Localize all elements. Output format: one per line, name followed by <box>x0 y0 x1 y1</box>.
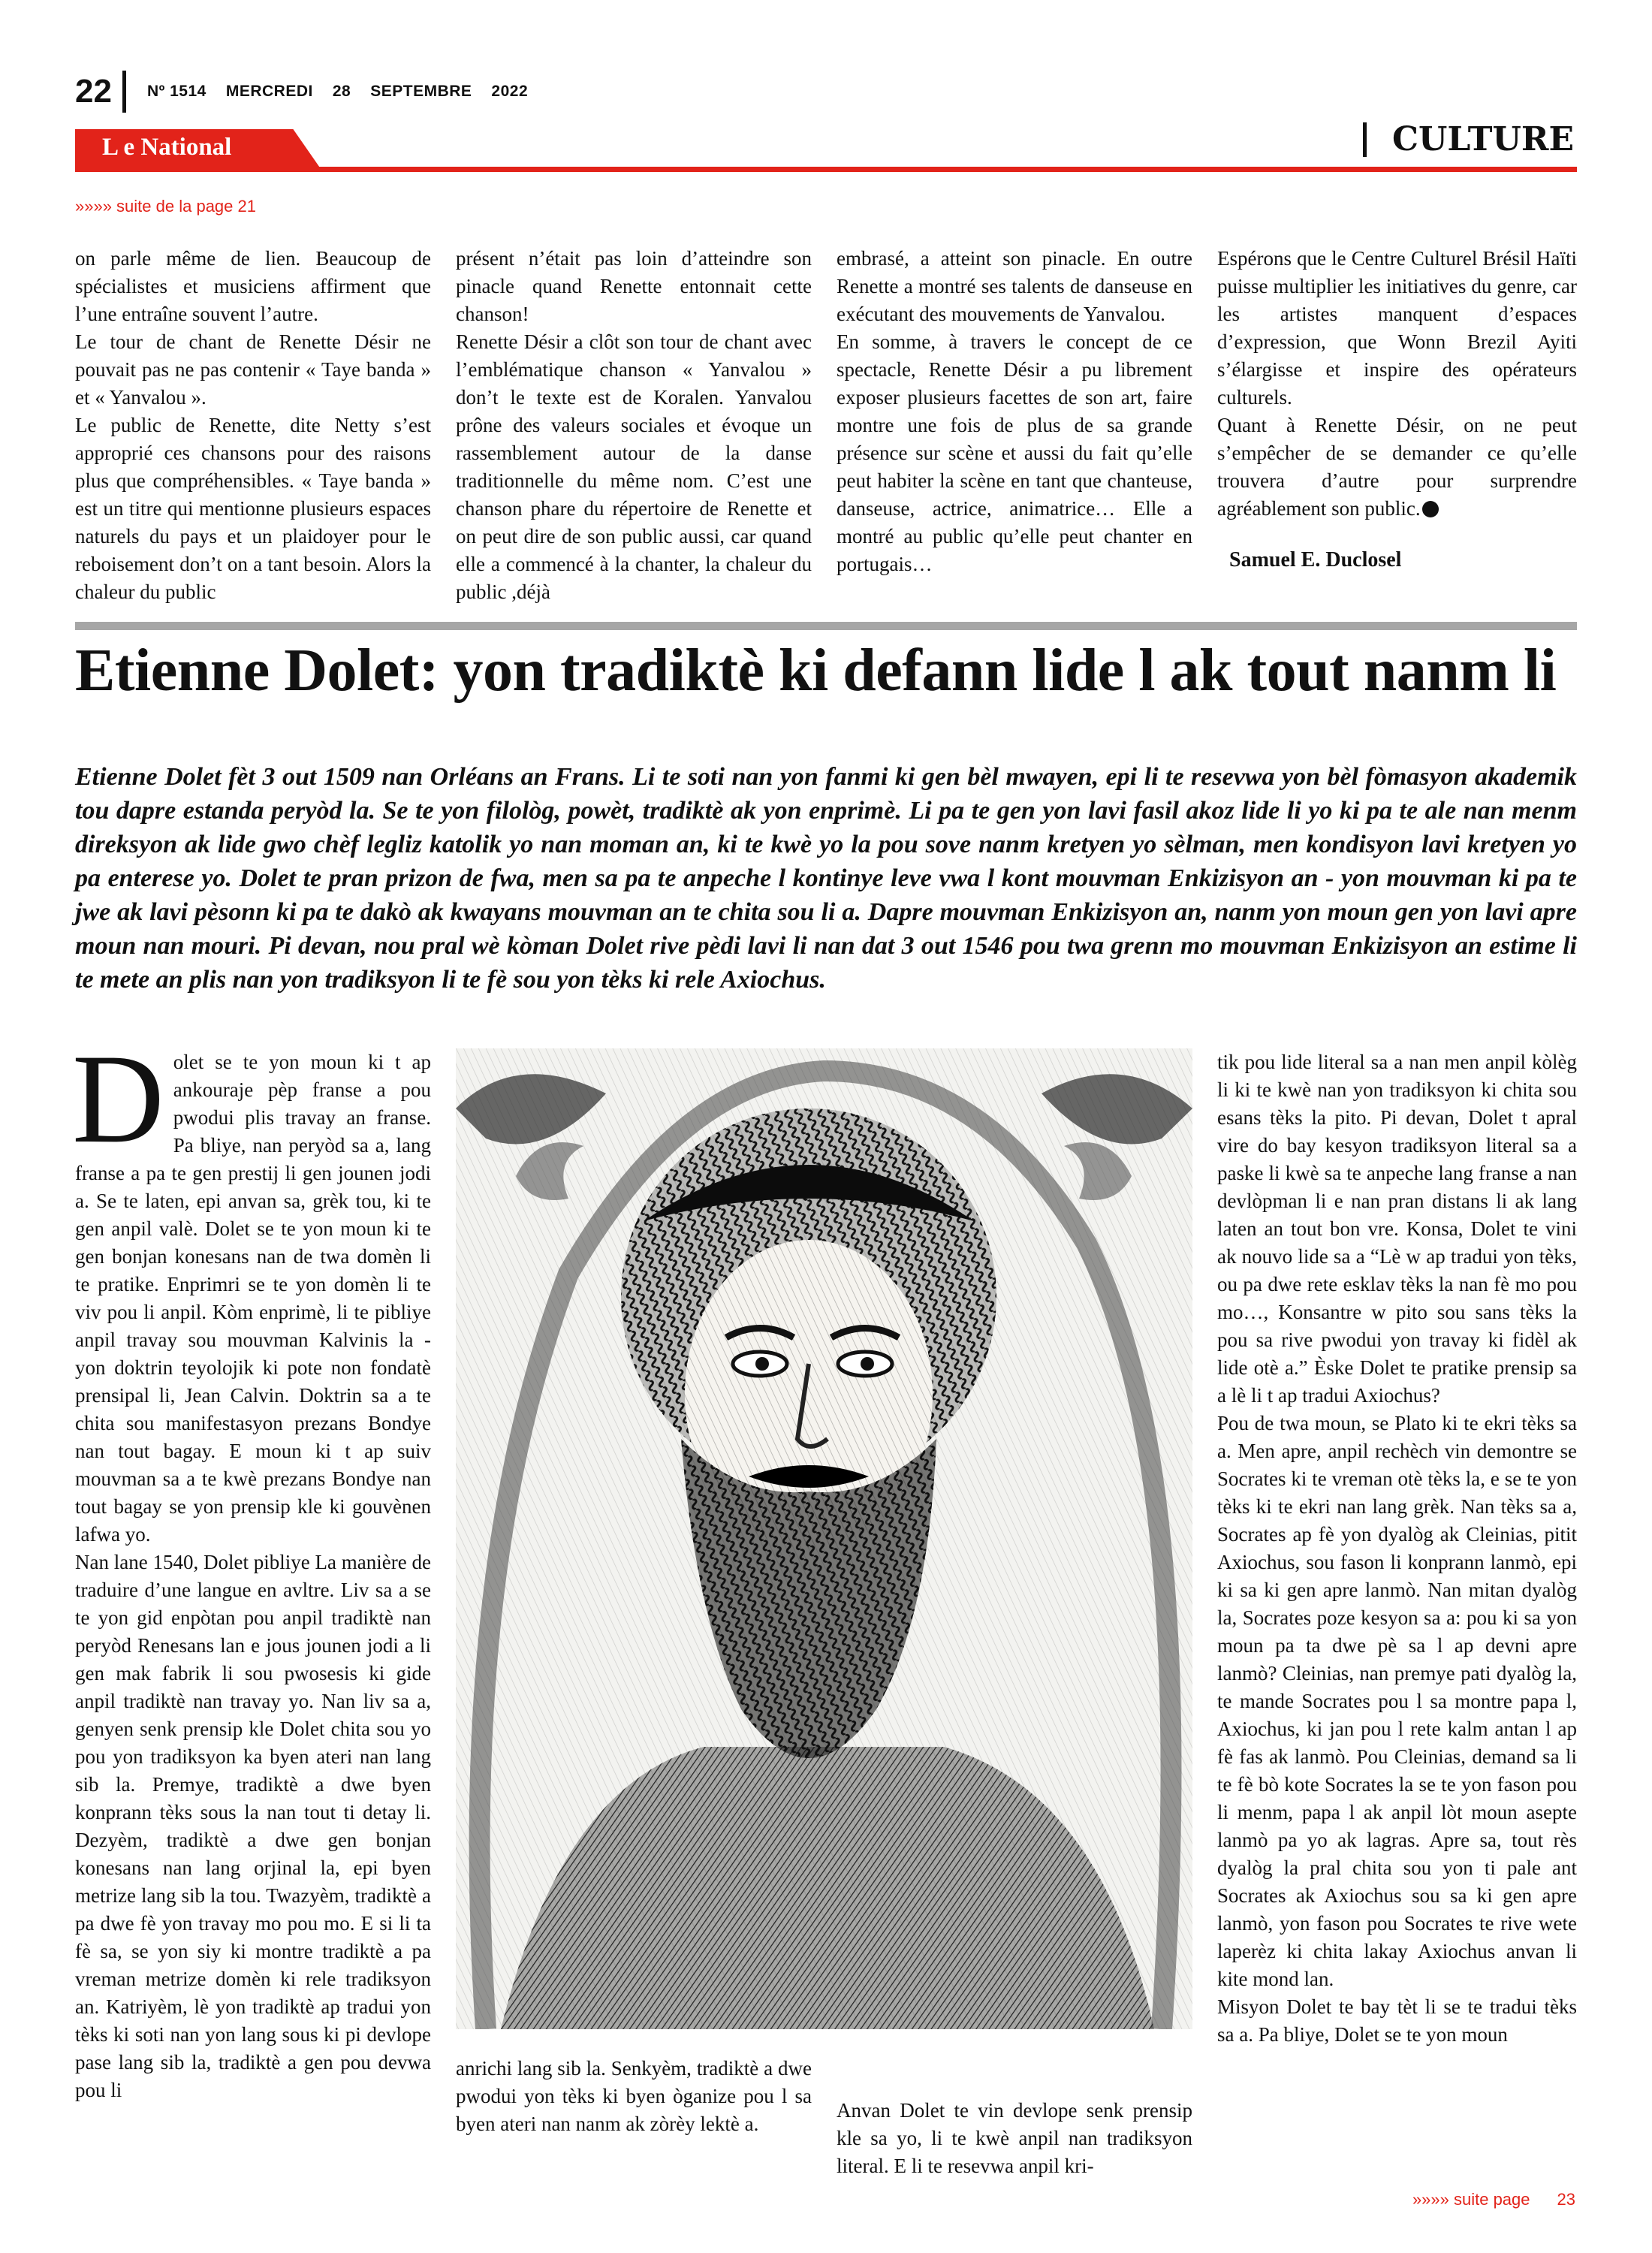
drop-cap: D <box>72 1028 164 1169</box>
section-label <box>1363 120 1574 158</box>
section-title: CULTURE <box>1392 120 1574 158</box>
paragraph: En somme, à travers le concept de ce spectacle, Renette Désir a pu librement exposer plusieurs facettes de son art, faire montre une fois de plus de sa grande présence sur scène et aussi du fait qu’elle peut habiter la scène en tant que chanteuse, danseuse, actrice, animatrice… Elle a montré au public qu’elle peut chanter en portugais… <box>837 330 1192 575</box>
paragraph <box>1217 412 1577 523</box>
portrait-engraving <box>456 1048 1192 2029</box>
paragraph: Le public de Renette, dite Netty s’est approprié ces chansons pour des raisons plus que compréhensibles. « Taye banda » est un titre qui mentionne plusieurs espaces naturels du pays et un plaidoyer pour le reboisement don’t on a tant besoin. Alors la chaleur du public <box>75 414 431 603</box>
continued-page-number: 23 <box>1557 2190 1575 2209</box>
portrait-illustration <box>456 1048 1192 2029</box>
paragraph: présent n’était pas loin d’atteindre son pinacle quand Renette entonnait cette chanson! <box>456 247 812 325</box>
paragraph: embrasé, a atteint son pinacle. En outre Renette a montré ses talents de danseuse en exécutant des mouvements de Yanvalou. <box>837 247 1192 325</box>
paragraph: Espérons que le Centre Culturel Brésil Haïti puisse multiplier les initiatives du genre, car les artistes manquent d’espaces d’expression, que Wonn Brezil Ayiti s’élargisse et inspire des opérateurs culturels. <box>1217 247 1577 409</box>
paragraph: tik pou lide literal sa a nan men anpil kòlèg li ki te kwè nan yon tradiksyon ki chita sou esans tèks la pito. Pi devan, Dolet t apral vire do bay kesyon tradiksyon literal sa a paske li kwè sa te anpeche lang franse a nan devlòpman li e nan pran distans li ak lang laten an tout bon vre. Konsa, Dolet te vini ak nouvo lide sa a “Lè w ap tradui yon tèks, ou pa dwe rete esklav tèks la nan fè mo pou mo…, Konsantre w pito sou sans tèks la pou sa rive pwodui yon travay ki fidèl ak lide otè a.” Èske Dolet te pratike prensip sa a lè li t ap tradui Axiochus? <box>1217 1051 1577 1407</box>
page-number: 22 <box>75 73 112 110</box>
brand-name: L e National <box>102 134 232 161</box>
header-divider <box>122 71 126 113</box>
paragraph: anrichi lang sib la. Senkyèm, tradiktè a dwe pwodui yon tèks ki byen òganize pou l sa byen ateri nan nanm ak zòrèy lektè a. <box>456 2057 812 2135</box>
paragraph: Renette Désir a clôt son tour de chant avec l’emblématique chanson « Yanvalou » don’t le texte est de Koralen. Yanvalou prône des valeurs sociales et évoque un rassemblement autour de la danse traditionnelle du même nom. C’est une chanson phare du répertoire de Renette et on peut dire de son public aussi, car quand elle a commencé à la chanter, la chaleur du public ,déjà <box>456 330 812 603</box>
prev-article-column-2 <box>456 245 812 606</box>
article-separator <box>75 622 1577 630</box>
issue-year: 2022 <box>491 83 529 100</box>
paragraph: Le tour de chant de Renette Désir ne pouvait pas ne pas contenir « Taye banda » et « Yanvalou ». <box>75 330 431 409</box>
article-column-3 <box>837 2097 1192 2180</box>
end-of-article-icon <box>1422 501 1439 517</box>
section-divider <box>1363 122 1367 157</box>
prev-article-column-3 <box>837 245 1192 578</box>
issue-number: Nº 1514 <box>146 83 206 100</box>
article-column-2 <box>456 2055 812 2138</box>
paragraph: Pou de twa moun, se Plato ki te ekri tèks sa a. Men apre, anpil rechèch vin demontre se Socrates ki te vreman otè tèks la, e se te yon tèks ki te ekri nan lang grèk. Nan tèks sa a, Socrates ap fè yon dyalòg ak Cleinias, pitit Axiochus, sou fason li konprann lanmò, epi ki sa ki gen apre lanmò. Nan mitan dyalòg la, Socrates poze kesyon sa a: pou ki sa yon moun pa ta dwe pè sa l ap devni apre lanmò? Cleinias, nan premye pati dyalòg la, te mande Socrates pou l sa montre papa l, Axiochus, ki jan pou l rete kalm antan l ap fè fas ak lanmò. Pou Cleinias, demand sa li te fè bò kote Socrates la se te yon fason pou li menm, papa l ak anpil lòt moun asepte lanmò pa yo ak lagras. Apre sa, tout rès dyalòg la pral chita sou yon ti pale ant Socrates ak Axiochus sou sa ki gen apre lanmò, yon fason pou Socrates te rive wete laperèz ki chita lakay Axiochus anvan li kite mond lan. <box>1217 1412 1577 1990</box>
issue-month: SEPTEMBRE <box>370 83 472 100</box>
page-header <box>75 69 528 114</box>
paragraph-text: olet se te yon moun ki t ap ankouraje pèp franse a pou pwodui plis travay an franse. Pa bliye, nan peryòd sa a, lang franse a pa te gen prestij li gen jounen jodi a. Se te laten, epi anvan sa, grèk tou, ki te gen anpil valè. Dolet se te yon moun ki te gen bonjan konesans nan de twa domèn li te pratike. Enprimri se te yon domèn li te viv pou li anpil. Kòm enprimè, li te pibliye anpil travay sou mouvman Kalvinis la - yon doktrin teyolojik ki pote non fondatè prensipal li, Jean Calvin. Doktrin sa a te chita sou manifestasyon prezans Bondye nan tout bagay. E moun ki t ap suiv mouvman sa a te kwè prezans Bondye nan tout bagay se yon prensip kle ki gouvènen lafwa yo. <box>75 1051 431 1546</box>
paragraph: Anvan Dolet te vin devlope senk prensip kle sa yo, li te kwè anpil nan tradiksyon literal. E li te resevwa anpil kri- <box>837 2099 1192 2177</box>
paragraph: on parle même de lien. Beaucoup de spécialistes et musiciens affirment que l’une entraîne souvent l’autre. <box>75 247 431 325</box>
issue-info <box>147 83 528 101</box>
issue-date: 28 <box>332 83 351 100</box>
article-column-4 <box>1217 1048 1577 2049</box>
continued-from-link[interactable]: »»»» suite de la page 21 <box>75 197 256 216</box>
continued-label: »»»» suite page <box>1412 2190 1530 2209</box>
paragraph: Nan lane 1540, Dolet pibliye La manière de traduire d’une langue en avltre. Liv sa a se te yon gid enpòtan pou anpil tradiktè nan peryòd Renesans lan e jous jounen jodi a li gen mak fabrik li sou pwosesis ki gide anpil tradiktè nan travay yo. Nan liv sa a, genyen senk prensip kle Dolet chita sou yo pou yon tradiksyon ka byen ateri nan lang sib la. Premye, tradiktè a dwe byen konprann tèks sous la nan tout ti detay li. Dezyèm, tradiktè a dwe gen bonjan konesans nan lang orjinal la, epi byen metrize lang sib la tou. Twazyèm, tradiktè a pa dwe fè yon travay mo pou mo. E si li ta fè sa, se yon siy ki montre tradiktè a pa vreman metrize domèn ki rele tradiksyon an. Katriyèm, lè yon tradiktè ap tradui yon tèks ki soti nan yon lang sous ki pi devlope pase lang sib la, tradiktè a gen pou devwa pou li <box>75 1551 431 2101</box>
continued-on-link[interactable] <box>1412 2190 1575 2209</box>
prev-article-column-1 <box>75 245 431 606</box>
article-lede: Etienne Dolet fèt 3 out 1509 nan Orléans an Frans. Li te soti nan yon fanmi ki gen bèl mwayen, epi li te resevwa yon bèl fòmasyon akademik tou dapre estanda peryòd la. Se te yon filològ, powèt, tradiktè ak yon enprimè. Li pa te gen yon lavi fasil akoz lide li yo ki pa te ale nan menm direksyon ak lide gwo chèf legliz katolik yo nan moman an, ki te kwè yo la pou sove nanm kretyen yo sèlman, men kondisyon lavi kretyen yo pa enterese yo. Dolet te pran prizon de fwa, men sa pa te anpeche l kontinye leve vwa l kont mouvman Enkizisyon an - yon mouvman ki pa te jwe ak lavi pèsonn ki pa te dakò ak kwayans mouvman an te chita sou li a. Dapre mouvman Enkizisyon an, nanm yon moun gen yon lavi apre moun nan mouri. Pi devan, nou pral wè kòman Dolet rive pèdi lavi li nan dat 3 out 1546 pou twa grenn mo mouvman Enkizisyon an estime li te mete an plis nan yon tradiksyon li te fè sou yon tèks ki rele Axiochus. <box>75 763 1577 994</box>
issue-day: MERCREDI <box>225 83 313 100</box>
prev-article-column-4 <box>1217 245 1577 523</box>
article-headline: Etienne Dolet: yon tradiktè ki defann lide l ak tout nanm li <box>75 638 1557 704</box>
paragraph <box>72 1028 431 1549</box>
paragraph-text: Quant à Renette Désir, on ne peut s’empêcher de se demander ce qu’elle trouvera d’autre pour surprendre agréablement son public. <box>1217 414 1577 520</box>
paragraph: Misyon Dolet te bay tèt li se te tradui tèks sa a. Pa bliye, Dolet se te yon moun <box>1217 1995 1577 2046</box>
author-byline: Samuel E. Duclosel <box>1229 548 1402 572</box>
article-column-1 <box>72 1028 431 2104</box>
